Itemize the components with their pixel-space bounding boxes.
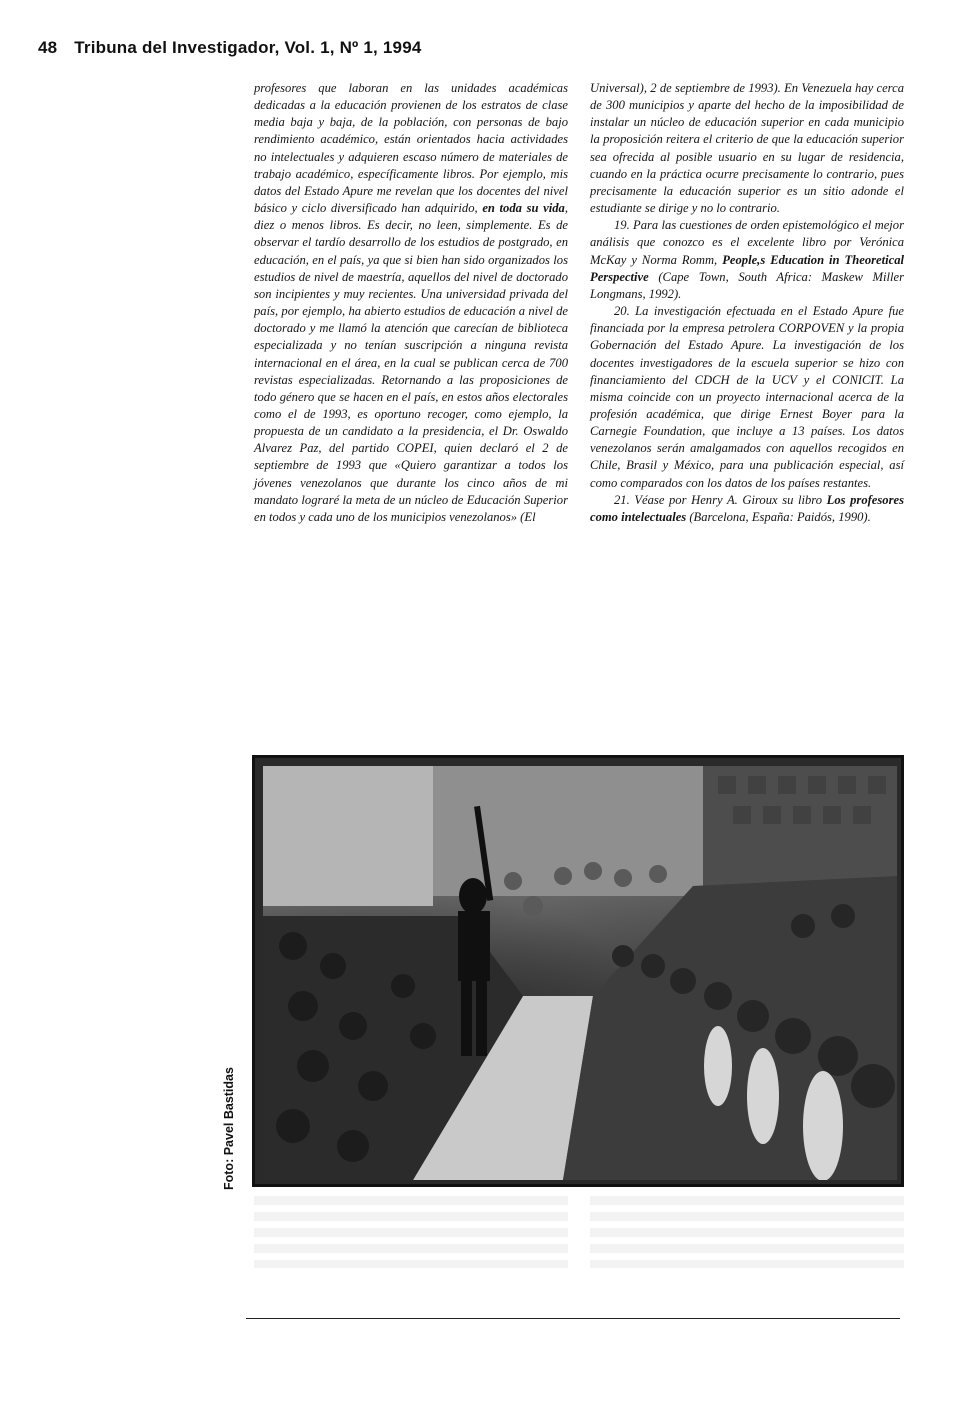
emphasis-text: en toda su vida — [482, 201, 565, 216]
page-number: 48 — [38, 38, 58, 57]
text-run: 19. Para las cuestiones de orden epistemológico el mejor análisis que conozco es el excelente libro por Verónica McKay y Norma Romm, — [590, 218, 904, 267]
paragraph: Universal), 2 de septiembre de 1993). En Venezuela hay cerca de 300 municipios y aparte del hecho de la imposibilidad de instalar un núcleo de educación superior en cada municipio la proposición reitera el criterio de que la educación superior sea ofrecida al posible usuario en su lugar de residencia, cuando en la práctica ocurre precisamente lo contrario, pues precisamente la educación superior es un sitio adonde el estudiante se dirige y no lo contrario. — [590, 81, 904, 216]
right-column — [590, 80, 904, 526]
text-run: profesores que laboran en las unidades académicas dedicadas a la educación provienen de los estratos de clase media baja y baja, de la población, con personas de bajo rendimiento académico, están orientados hacia actividades no intelectuales y adquieren escaso número de materiales de trabajo académico, específicamente libros. Por ejemplo, mis datos del Estado Apure me revelan que los docentes del nivel básico y ciclo diversificado han adquirido, — [254, 81, 568, 216]
text-run: , diez o menos libros. Es decir, no leen, simplemente. Es de observar el tardío desarrollo de los estudios de postgrado, en educación, en el país, ya que si bien han sido organizados los estudios de nivel de maestría, aquellos del nivel de doctorado son incipientes y muy recientes. Una universidad privada del país, por ejemplo, ha abierto estudios de educación a nivel de doctorado y me llamó la atención que carecían de biblioteca especializada y no tenían suscripción a ninguna revista internacional en el área, en la cual se publican cerca de 700 revistas especializadas. Retornando a las proposiciones de todo género que se hacen en el país, en estos años electorales como el de 1993, es oportuno recoger, como ejemplo, la propuesta de un candidato a la presidencia, el Dr. Oswaldo Alvarez Paz, del partido COPEI, quien declaró el 2 de septiembre de 1993 que «Quiero garantizar a todos los jóvenes venezolanos que durante los cinco años de mi mandato lograré la meta de un núcleo de Educación Superior en todos y cada uno de los municipios venezolanos» (El — [254, 201, 568, 524]
page-header — [38, 38, 422, 58]
paragraph — [254, 80, 568, 526]
left-column — [254, 80, 568, 526]
book-title: People,s Education in Theoretical Perspective — [590, 252, 905, 284]
endnote-21 — [590, 492, 904, 526]
text-run: 21. Véase por Henry A. Giroux su libro — [614, 492, 827, 507]
endnote-20: 20. La investigación efectuada en el Estado Apure fue financiada por la empresa petrolera CORPOVEN y la propia Gobernación del Estado Apure. La investigación de los docentes investigadores de la escuela superior se hizo con financiamiento del CDCH de la UCV y el CONICIT. La misma coincide con un proyecto internacional acerca de la profesión académica, que dirige Ernest Boyer para la Carnegie Foundation, que incluye a 13 países. Los datos venezolanos serán amalgamados con aquellos recogidos en Chile, Brasil y México, para una publicación especial, así como comparados con los datos de los países restantes. — [590, 304, 904, 490]
running-title: Tribuna del Investigador, Vol. 1, Nº 1, 1994 — [74, 38, 422, 57]
endnote-19 — [590, 217, 904, 303]
divider — [246, 1318, 900, 1319]
book-title: Los profesores como intelectuales — [590, 492, 904, 524]
photo-illustration — [263, 766, 897, 1180]
text-run: (Cape Town, South Africa: Maskew Miller Longmans, 1992). — [590, 269, 904, 301]
photo-image — [263, 766, 893, 1176]
classroom-photo — [252, 755, 904, 1187]
text-run: (Barcelona, España: Paidós, 1990). — [686, 509, 871, 524]
show-through-text — [254, 1196, 568, 1268]
show-through-text — [590, 1196, 904, 1268]
photo-credit: Foto: Pavel Bastidas — [222, 1067, 236, 1190]
